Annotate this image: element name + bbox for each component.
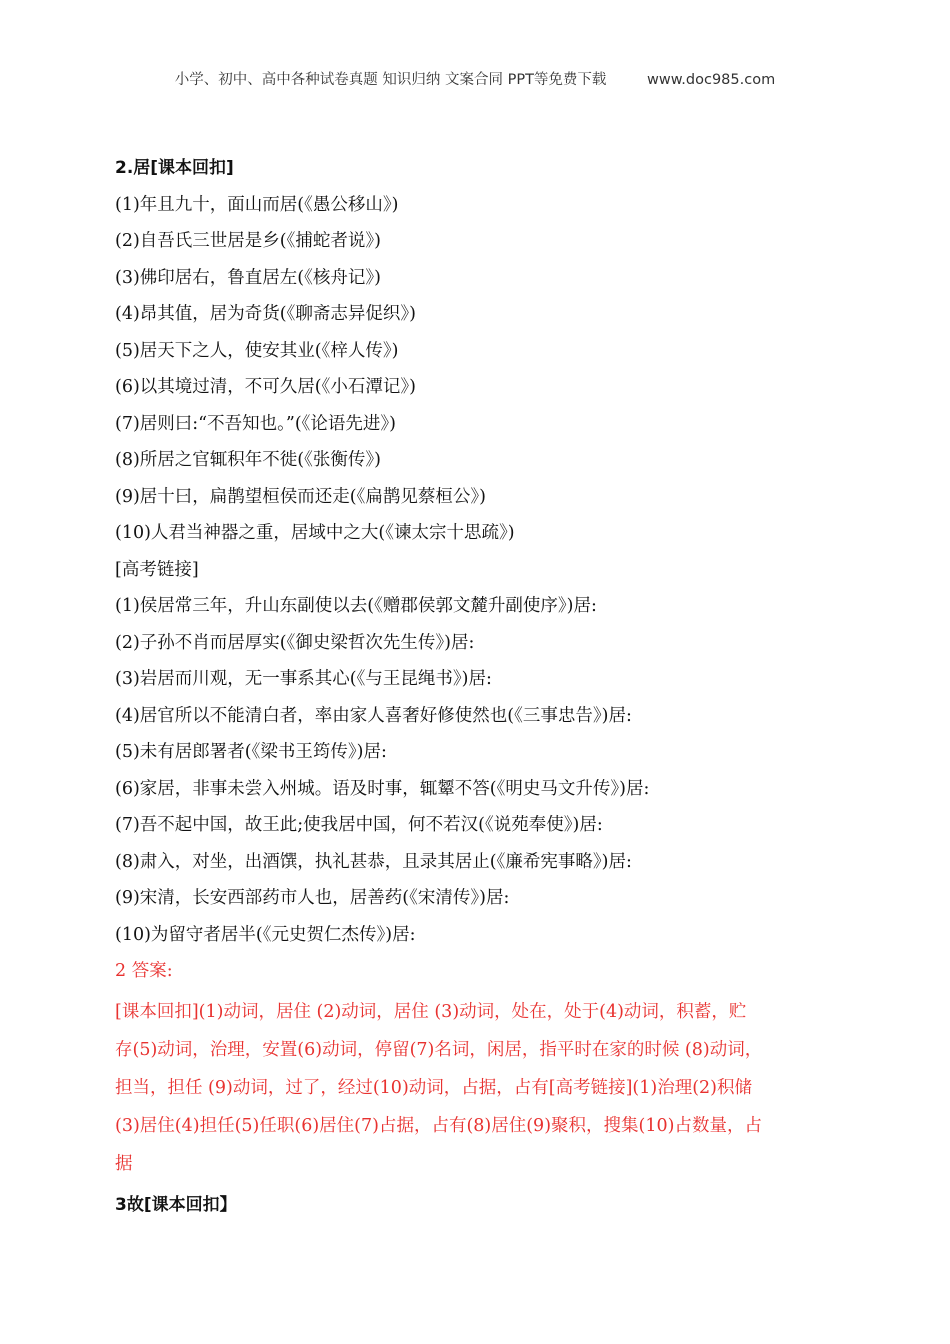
list-item: (5)居天下之人，使安其业(《梓人传》) [115, 340, 399, 361]
list-item: (3)佛印居右，鲁直居左(《核舟记》) [115, 267, 381, 288]
answer-line: [课本回扣](1)动词，居住 (2)动词，居住 (3)动词，处在，处于(4)动词，积蓄，贮 [115, 1001, 747, 1022]
list-item: (2)自吾氏三世居是乡(《捕蛇者说》) [115, 231, 381, 251]
list-item: (7)居则曰:“不吾知也。”(《论语先进》) [115, 413, 396, 434]
list-item: (10)人君当神器之重，居域中之大(《谏太宗十思疏》) [115, 523, 515, 543]
answer-text [115, 993, 840, 1183]
header-site: www.doc985.com [647, 72, 776, 88]
section-2-title: 2.居[课本回扣] [115, 158, 234, 178]
list-item: (8)所居之官辄积年不徙(《张衡传》) [115, 450, 381, 470]
list-item: (7)吾不起中国，故王此;使我居中国，何不若汉(《说苑奉使》)居: [115, 815, 603, 835]
list-item: (8)肃入，对坐，出酒馔，执礼甚恭，且录其居止(《廉希宪事略》)居: [115, 851, 632, 872]
list-item: (3)岩居而川观，无一事系其心(《与王昆绳书》)居: [115, 669, 492, 689]
answer-line: 据 [115, 1153, 133, 1174]
list-item: (6)以其境过清，不可久居(《小石潭记》) [115, 377, 416, 397]
list-item: (6)家居，非事未尝入州城。语及时事，辄颦不答(《明史马文升传》)居: [115, 778, 650, 799]
list-item: (1)侯居常三年，升山东副使以去(《赠郡侯郭文麓升副使序》)居: [115, 596, 597, 616]
list-item: (5)未有居郎署者(《梁书王筠传》)居: [115, 742, 387, 762]
list-item: (9)居十曰，扁鹊望桓侯而还走(《扁鹊见蔡桓公》) [115, 486, 486, 507]
answer-title: 2 答案: [115, 961, 173, 981]
list-item: (4)居官所以不能清白者，率由家人喜奢好修使然也(《三事忠告》)居: [115, 705, 632, 726]
list-item: (1)年且九十，面山而居(《愚公移山》) [115, 194, 399, 215]
document-body [115, 150, 840, 1223]
textbook-items [115, 187, 840, 552]
answer-line: 存(5)动词，治理，安置(6)动词，停留(7)名词，闲居，指平时在家的时候 (8)动词， [115, 1039, 763, 1060]
list-item: (10)为留守者居半(《元史贺仁杰传》)居: [115, 924, 416, 945]
list-item: (4)昂其值，居为奇货(《聊斋志异促织》) [115, 304, 416, 324]
section-3-title: 3故[课本回扣】 [115, 1194, 237, 1215]
answer-line: (3)居住(4)担任(5)任职(6)居住(7)占据，占有(8)居住(9)聚积，搜集(10)占数量，占 [115, 1115, 762, 1136]
list-item: (9)宋清，长安西部药市人也，居善药(《宋清传》)居: [115, 888, 510, 908]
page-header [0, 68, 950, 89]
gaokao-items [115, 588, 840, 953]
answer-line: 担当，担任 (9)动词，过了，经过(10)动词，占据，占有[高考链接](1)治理(2)积储 [115, 1077, 753, 1098]
header-text: 小学、初中、高中各种试卷真题 知识归纳 文案合同 PPT等免费下载 [174, 72, 607, 88]
list-item: (2)子孙不肖而居厚实(《御史梁哲次先生传》)居: [115, 632, 475, 653]
gaokao-title: [高考链接] [115, 559, 199, 580]
